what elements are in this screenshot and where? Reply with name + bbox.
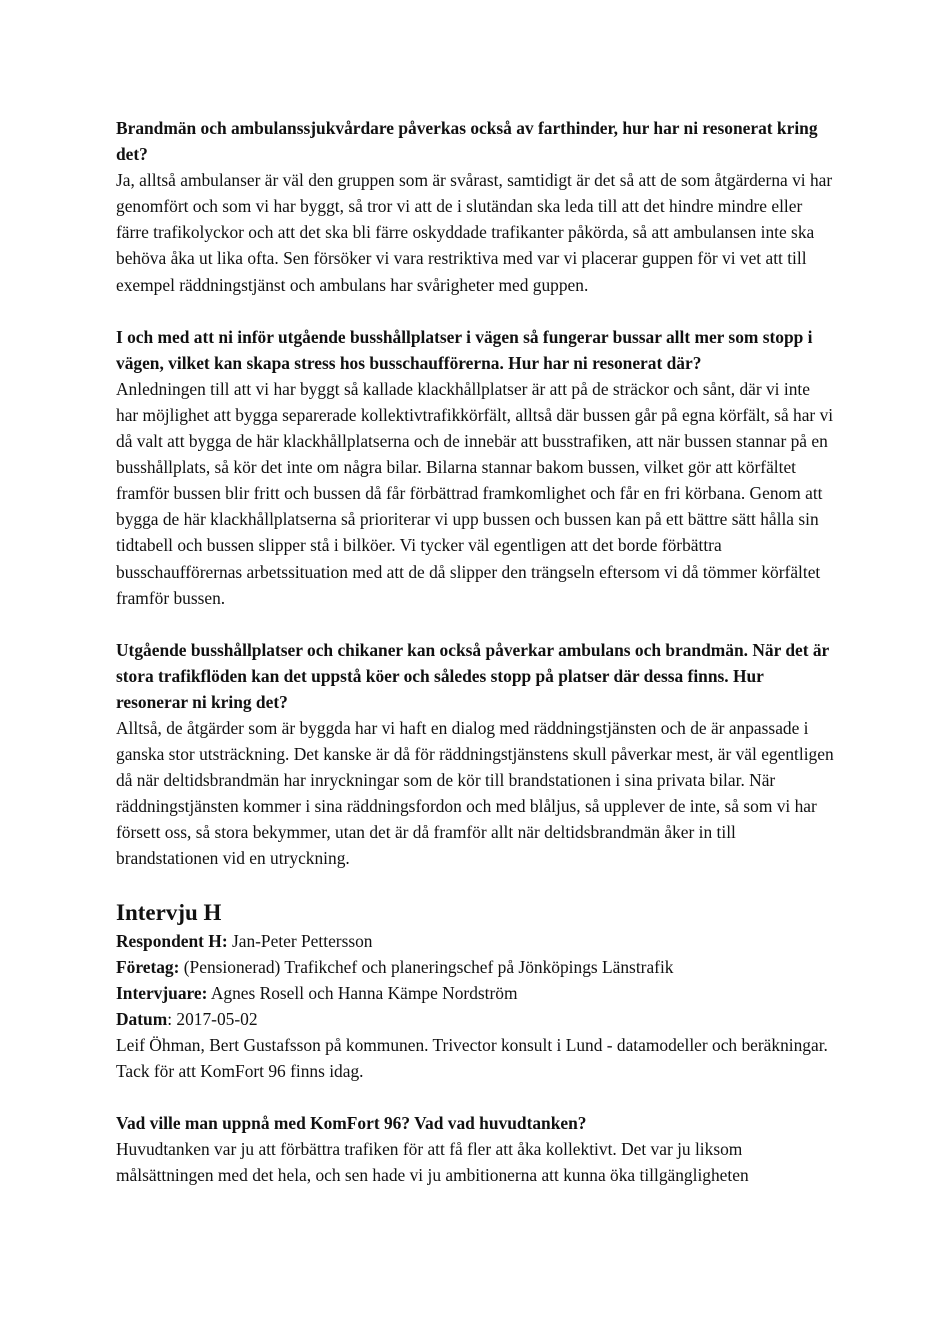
paragraph-gap bbox=[116, 1084, 836, 1110]
interview-h-section bbox=[116, 898, 836, 1189]
respondent-row bbox=[116, 928, 836, 954]
company-row bbox=[116, 954, 836, 980]
company-label: Företag: bbox=[116, 956, 180, 977]
date-row bbox=[116, 1006, 836, 1032]
question-text: Utgående busshållplatser och chikaner kan också påverkar ambulans och brandmän. När det är stora trafikflöden kan det uppstå köer och således stopp på platser där dessa finns. Hur resonerar ni kring det? bbox=[116, 639, 829, 712]
company-value: (Pensionerad) Trafikchef och planeringschef på Jönköpings Länstrafik bbox=[179, 956, 674, 977]
paragraph-gap bbox=[116, 298, 836, 324]
answer-text: Ja, alltså ambulanser är väl den gruppen som är svårast, samtidigt är det så att de som åtgärderna vi har genomfört och som vi har byggt, så tror vi att de i slutändan ska leda till att det hindre mindre eller färre trafikolyckor och att det ska bli färre oskyddade trafikanter påkörda, så att ambulansen inte ska behöva åka ut lika ofta. Sen försöker vi vara restriktiva med var vi placerar guppen för vi vet att till exempel räddningstjänst och ambulans har svårigheter med guppen. bbox=[116, 170, 833, 295]
document-page bbox=[116, 115, 836, 1188]
date-value: : 2017-05-02 bbox=[167, 1008, 258, 1029]
question-text: Vad ville man uppnå med KomFort 96? Vad vad huvudtanken? bbox=[116, 1113, 587, 1134]
answer-text: Huvudtanken var ju att förbättra trafiken för att få fler att åka kollektivt. Det var ju liksom målsättningen med det hela, och sen hade vi ju ambitionerna att kunna öka tillgängligheten bbox=[116, 1139, 749, 1186]
interview-note: Leif Öhman, Bert Gustafsson på kommunen. Trivector konsult i Lund - datamodeller och beräkningar. Tack för att KomFort 96 finns idag. bbox=[116, 1034, 828, 1081]
answer-text: Alltså, de åtgärder som är byggda har vi haft en dialog med räddningstjänsten och de är anpassade i ganska stor utsträckning. Det kanske är då för räddningstjänstens skull påverkar mest, är väl egentligen då när deltidsbrandmän har inryckningar som de kör till brandstationen i sina privata bilar. När räddningstjänsten kommer i sina räddningsfordon och med blåljus, så upplever de inte, så som vi har försett oss, så stora bekymmer, utan det är då framför allt när deltidsbrandmän åker in till brandstationen vid en utryckning. bbox=[116, 717, 834, 869]
respondent-value: Jan-Peter Pettersson bbox=[227, 930, 373, 951]
question-text: Brandmän och ambulanssjukvårdare påverkas också av farthinder, hur har ni resonerat kring det? bbox=[116, 118, 818, 165]
question-text: I och med att ni inför utgående busshållplatser i vägen så fungerar bussar allt mer som stopp i vägen, vilket kan skapa stress hos busschaufförerna. Hur har ni resonerat där? bbox=[116, 326, 813, 373]
qa-section-1 bbox=[116, 115, 836, 298]
interviewer-label: Intervjuare: bbox=[116, 982, 208, 1003]
respondent-label: Respondent H: bbox=[116, 930, 228, 951]
paragraph-gap bbox=[116, 872, 836, 892]
answer-text: Anledningen till att vi har byggt så kallade klackhållplatser är att på de sträckor och sånt, där vi inte har möjlighet att bygga separerade kollektivtrafikkörfält, alltså där bussen går på egna körfält, så har vi då valt att bygga de här klackhållplatserna och de innebär att busstrafiken, att när bussen stannar på en busshållplats, så kör det inte om några bilar. Bilarna stannar bakom bussen, vilket gör att körfältet framför bussen blir fritt och bussen då får förbättrad framkomlighet och får en fri körbana. Genom att bygga de här klackhållplatserna så prioriterar vi upp bussen och bussen kan på ett bättre sätt hålla sin tidtabell och bussen slipper stå i bilköer. Vi tycker väl egentligen att det borde förbättra busschaufförernas arbetssituation med att de då slipper den trängseln eftersom vi då tömmer körfältet framför bussen. bbox=[116, 378, 834, 608]
paragraph-gap bbox=[116, 611, 836, 637]
interviewer-row bbox=[116, 980, 836, 1006]
qa-section-2 bbox=[116, 324, 836, 611]
qa-section-3 bbox=[116, 637, 836, 872]
interviewer-value: Agnes Rosell och Hanna Kämpe Nordström bbox=[207, 982, 518, 1003]
date-label: Datum bbox=[116, 1008, 168, 1029]
interview-heading: Intervju H bbox=[116, 899, 222, 925]
